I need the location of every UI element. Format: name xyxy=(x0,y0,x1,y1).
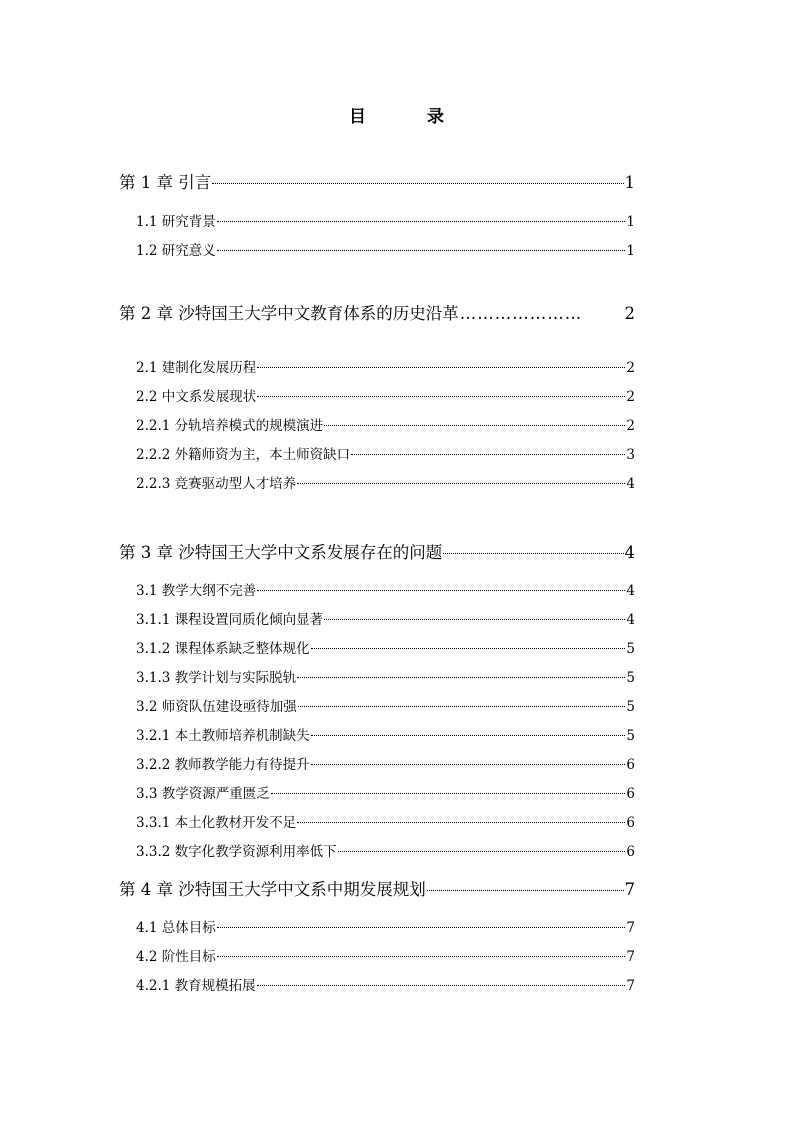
toc-entry-4-2[interactable] xyxy=(136,948,635,966)
toc-dot-leader xyxy=(257,367,625,368)
toc-entry-label: 2.2 中文系发展现状 xyxy=(136,389,257,405)
toc-entry-2-2[interactable] xyxy=(136,388,635,406)
toc-entry-chapter-3[interactable] xyxy=(119,542,635,564)
toc-entry-page: 7 xyxy=(626,978,635,994)
toc-entry-label: 2.2.2 外籍师资为主，本土师资缺口 xyxy=(136,447,351,463)
toc-entry-2-2-1[interactable] xyxy=(136,417,635,435)
toc-dot-leader xyxy=(311,735,626,736)
toc-entry-label: 第 2 章 沙特国王大学中文教育体系的历史沿革 xyxy=(119,304,459,323)
toc-dot-leader xyxy=(297,822,625,823)
toc-entry-label: 2.2.1 分轨培养模式的规模演进 xyxy=(136,418,324,434)
toc-entry-label: 3.2.1 本土教师培养机制缺失 xyxy=(136,728,310,744)
toc-entry-label: 第 3 章 沙特国王大学中文系发展存在的问题 xyxy=(119,543,443,562)
toc-dot-leader xyxy=(324,425,625,426)
toc-dot-leader xyxy=(271,793,626,794)
toc-entry-page: 4 xyxy=(624,543,635,562)
toc-entry-4-1[interactable] xyxy=(136,919,635,937)
toc-entry-label: 3.3 教学资源严重匮乏 xyxy=(136,786,270,802)
toc-entry-3-1-2[interactable] xyxy=(136,640,635,658)
toc-entry-page: 3 xyxy=(626,447,635,463)
toc-entry-page: 2 xyxy=(624,304,635,323)
toc-entry-3-1-1[interactable] xyxy=(136,611,635,629)
toc-entry-label: 4.1 总体目标 xyxy=(136,920,216,936)
toc-dot-leader xyxy=(217,221,626,222)
toc-dot-leader xyxy=(257,590,625,591)
toc-dot-leader xyxy=(217,250,626,251)
toc-ellipsis-leader: ………………… xyxy=(459,304,583,323)
toc-entry-page: 4 xyxy=(626,476,635,492)
toc-entry-1-1[interactable] xyxy=(136,213,635,231)
toc-entry-page: 1 xyxy=(626,214,635,230)
toc-entry-page: 5 xyxy=(626,699,635,715)
toc-entry-label: 3.2.2 教师教学能力有待提升 xyxy=(136,757,310,773)
toc-entry-label: 2.2.3 竞赛驱动型人才培养 xyxy=(136,476,297,492)
toc-entry-page: 6 xyxy=(626,844,635,860)
toc-entry-3-1-3[interactable] xyxy=(136,669,635,687)
toc-entry-label: 3.1 教学大纲不完善 xyxy=(136,583,257,599)
toc-entry-chapter-2[interactable] xyxy=(119,303,635,325)
toc-entry-3-3-1[interactable] xyxy=(136,814,635,832)
toc-entry-label: 第 1 章 引言 xyxy=(119,173,212,192)
toc-dot-leader xyxy=(443,553,623,554)
toc-dot-leader xyxy=(217,927,626,928)
toc-entry-page: 2 xyxy=(626,418,635,434)
toc-entry-label: 3.1.2 课程体系缺乏整体规化 xyxy=(136,641,310,657)
toc-entry-1-2[interactable] xyxy=(136,242,635,260)
toc-entry-label: 3.1.1 课程设置同质化倾向显著 xyxy=(136,612,324,628)
toc-entry-2-1[interactable] xyxy=(136,359,635,377)
toc-dot-leader xyxy=(297,677,625,678)
toc-entry-page: 6 xyxy=(626,815,635,831)
toc-entry-page: 7 xyxy=(626,949,635,965)
toc-entry-page: 1 xyxy=(626,243,635,259)
toc-entry-page: 7 xyxy=(624,880,635,899)
toc-entry-page: 5 xyxy=(626,670,635,686)
toc-entry-label: 3.3.2 数字化教学资源利用率低下 xyxy=(136,844,337,860)
toc-dot-leader xyxy=(212,183,623,184)
toc-entry-label: 2.1 建制化发展历程 xyxy=(136,360,257,376)
toc-title: 目 录 xyxy=(349,107,466,127)
toc-dot-leader xyxy=(297,483,625,484)
toc-entry-label: 3.2 师资队伍建设亟待加强 xyxy=(136,699,297,715)
toc-entry-label: 第 4 章 沙特国王大学中文系中期发展规划 xyxy=(119,880,426,899)
toc-entry-3-3-2[interactable] xyxy=(136,843,635,861)
toc-entry-label: 1.2 研究意义 xyxy=(136,243,216,259)
toc-entry-3-2-2[interactable] xyxy=(136,756,635,774)
toc-dot-leader xyxy=(298,706,626,707)
toc-entry-page: 2 xyxy=(626,389,635,405)
toc-dot-leader xyxy=(351,454,625,455)
toc-entry-3-2-1[interactable] xyxy=(136,727,635,745)
toc-entry-page: 6 xyxy=(626,786,635,802)
toc-entry-3-2[interactable] xyxy=(136,698,635,716)
toc-entry-page: 6 xyxy=(626,757,635,773)
toc-dot-leader xyxy=(217,956,626,957)
toc-entry-page: 4 xyxy=(626,583,635,599)
toc-entry-page: 7 xyxy=(626,920,635,936)
toc-entry-page: 1 xyxy=(624,173,635,192)
toc-entry-2-2-2[interactable] xyxy=(136,446,635,464)
toc-dot-leader xyxy=(257,396,625,397)
toc-entry-4-2-1[interactable] xyxy=(136,977,635,995)
toc-dot-leader xyxy=(311,764,626,765)
toc-entry-chapter-1[interactable] xyxy=(119,172,635,194)
toc-entry-3-1[interactable] xyxy=(136,582,635,600)
toc-entry-label: 4.2.1 教育规模拓展 xyxy=(136,978,256,994)
toc-entry-page: 2 xyxy=(626,360,635,376)
toc-entry-page: 5 xyxy=(626,728,635,744)
toc-entry-label: 1.1 研究背景 xyxy=(136,214,216,230)
toc-entry-chapter-4[interactable] xyxy=(119,879,635,901)
toc-entry-label: 3.3.1 本土化教材开发不足 xyxy=(136,815,297,831)
toc-entry-3-3[interactable] xyxy=(136,785,635,803)
toc-entry-page: 5 xyxy=(626,641,635,657)
toc-entry-label: 3.1.3 教学计划与实际脱轨 xyxy=(136,670,297,686)
toc-dot-leader xyxy=(338,851,626,852)
toc-dot-leader xyxy=(257,985,626,986)
toc-entry-2-2-3[interactable] xyxy=(136,475,635,493)
toc-dot-leader xyxy=(311,648,626,649)
toc-dot-leader xyxy=(427,890,624,891)
toc-entry-page: 4 xyxy=(626,612,635,628)
toc-entry-label: 4.2 阶性目标 xyxy=(136,949,216,965)
toc-dot-leader xyxy=(324,619,625,620)
